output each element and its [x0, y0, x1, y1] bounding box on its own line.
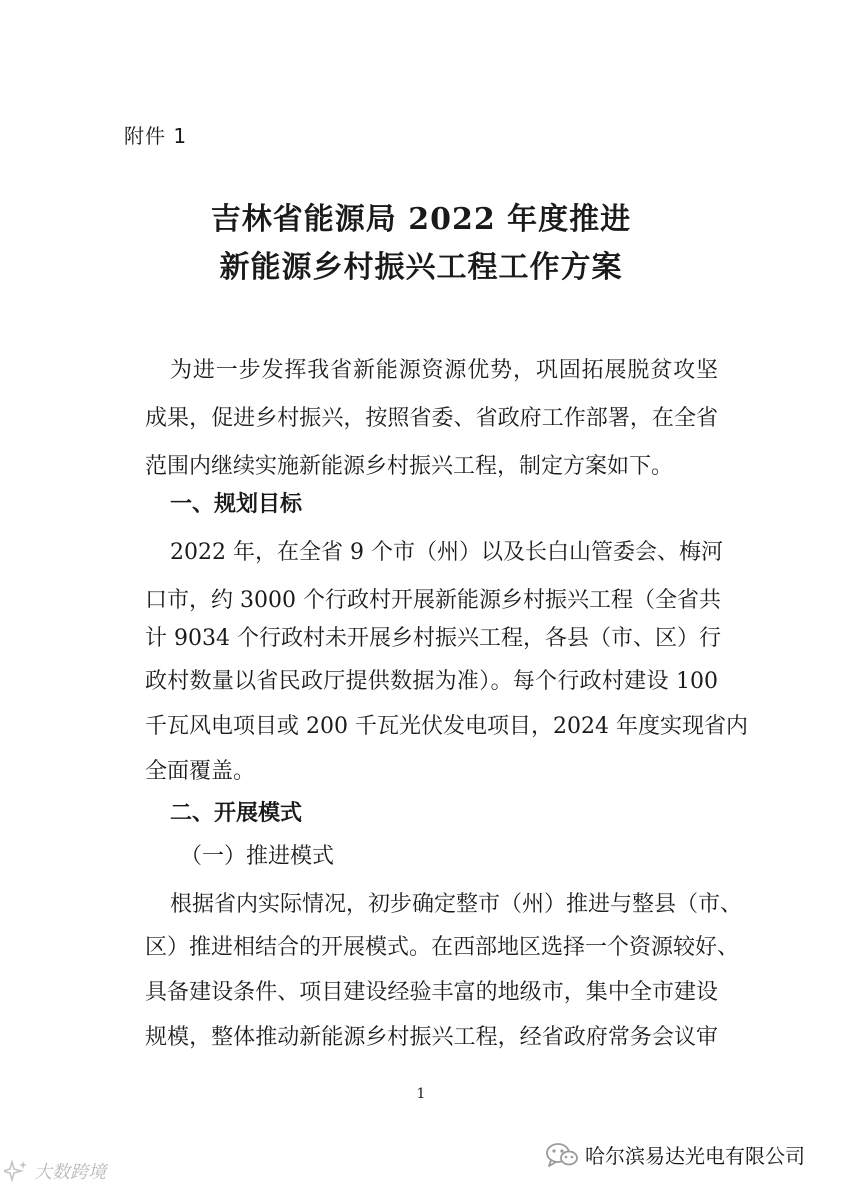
- section-2-line-4: 规模，整体推动新能源乡村振兴工程，经省政府常务会议审: [145, 1025, 718, 1050]
- watermark-right-text: 哈尔滨易达光电有限公司: [585, 1144, 805, 1168]
- intro-line-2: 成果，促进乡村振兴，按照省委、省政府工作部署，在全省: [145, 406, 718, 431]
- sparkle-logo-icon: [4, 1160, 30, 1182]
- document-title-line-2: 新能源乡村振兴工程工作方案: [219, 250, 623, 285]
- section-1-line-5: 千瓦风电项目或 200 千瓦光伏发电项目，2024 年度实现省内: [145, 714, 748, 739]
- section-1-line-3: 计 9034 个行政村未开展乡村振兴工程，各县（市、区）行: [145, 626, 721, 651]
- watermark-left: [4, 1158, 106, 1184]
- section-2-line-2: 区）推进相结合的开展模式。在西部地区选择一个资源较好、: [145, 935, 740, 960]
- wechat-icon: [545, 1141, 579, 1169]
- section-2-heading: 二、开展模式: [170, 801, 303, 826]
- section-1-line-1: 2022 年，在全省 9 个市（州）以及长白山管委会、梅河: [170, 540, 723, 565]
- watermark-right: [545, 1140, 805, 1169]
- section-1-line-2: 口市，约 3000 个行政村开展新能源乡村振兴工程（全省共: [145, 588, 721, 613]
- section-1-heading: 一、规划目标: [170, 492, 303, 517]
- section-2-line-3: 具备建设条件、项目建设经验丰富的地级市，集中全市建设: [145, 980, 718, 1005]
- attachment-label: 附件 1: [124, 124, 188, 148]
- intro-line-1: 为进一步发挥我省新能源资源优势，巩固拓展脱贫攻坚: [170, 358, 718, 383]
- section-2-subheading: （一）推进模式: [180, 844, 335, 869]
- section-1-line-6: 全面覆盖。: [145, 759, 256, 784]
- section-1-line-4: 政村数量以省民政厅提供数据为准）。每个行政村建设 100: [145, 669, 718, 694]
- intro-line-3: 范围内继续实施新能源乡村振兴工程，制定方案如下。: [145, 454, 674, 479]
- section-2-line-1: 根据省内实际情况，初步确定整市（州）推进与整县（市、: [170, 892, 743, 917]
- watermark-left-text: 大数跨境: [34, 1162, 106, 1183]
- page-number: 1: [416, 1086, 426, 1102]
- document-title-line-1: 吉林省能源局 2022 年度推进: [210, 202, 632, 237]
